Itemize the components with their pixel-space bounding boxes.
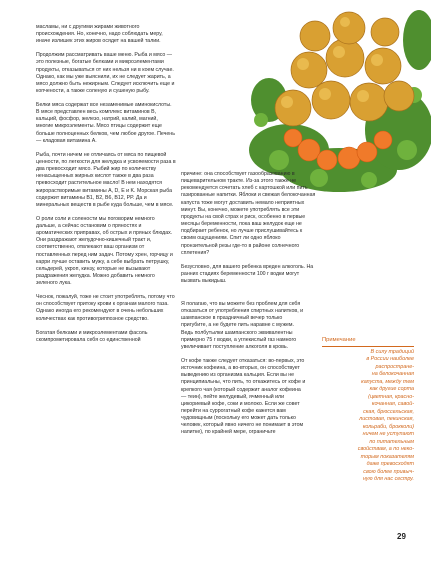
note-line: торым показателям (360, 453, 414, 460)
paragraph: От кофе также следует отказаться: во-первых, это источник кофеина, а во-вторых, он способствует выведению из организма кальция. Если вы не принципиальны, что пить, то откажитесь от кофе и крепкого чая (который содержит аналог кофеина — теин), пейте желудевый, ячменный или цикориевый кофе, соки и молоко. Если же совет перейти на суррогатный кофе кажется вам чудовищным (поскольку его может дать только человек, который явно ничего не понимает в этом напитке), по крайней мере, ограничьте (181, 357, 306, 436)
paragraph: Я полагаю, что вы можете без проблем для себя отказаться от употребления спиртных напитков, и шампанское в праздничный вечер только пригубите, а не будете пить наравне с мужем. Ведь полбутылки шампанского эквивалентны примерно 75 г водки, а углекислый газ намного увеличивает поступление алкоголя в кровь. (181, 301, 304, 350)
note-line: даже превосходят (366, 461, 414, 467)
column-middle-top (181, 171, 317, 292)
paragraph: Чеснок, пожалуй, тоже не стоит употреблять, потому что он способствует притоку крови к органам малого таза. Однако иногда его рекомендуют в очень небольших количествах как противогриппозное средство. (36, 294, 175, 322)
paragraph: Рыба, почти ничем не отличаясь от мяса по пищевой ценности, по легкости для желудка и усвояемости раза в два превосходит мясо. Рыбий жир по количеству ненасыщенных жирных кислот также в два раза превосходит растительное масло! В нем находятся жирорастворимые витамины A, D, E и K. Морская рыба содержит витамины B1, B2, B6, B12, PP. Да и минеральных веществ в рыбе куда больше, чем в мясе. (36, 151, 176, 208)
paragraph: причине: она способствует газообразованию в пищеварительном тракте. Из-за этого также не рекомендуется сочетать хлеб с картошкой или пить газированные напитки. Яблоки и свежая белокочанная капуста тоже могут доставить немало неприятных минут. Вы, конечно, можете употреблять все эти продукты на свой страх и риск, особенно в первые месяцы беременности, пока ваш желудок еще не подбирает ребенок, но лучше прислушивайтесь к своим ощущениям. Спит ли одно яблоко пронзительной резы где-то в районе солнечного сплетения? (181, 171, 316, 256)
paragraph: Продолжим рассматривать ваше меню. Рыба и мясо — это полезные, богатые белками и микроэлементами продукты, отказываться от них нельзя ни в коем случае. Однако, как мы уже выяснили, их не следует жарить, а мясо должно быть нежирным. Следует исключить еще и копчености, а также соленую и сушеную рыбу. (36, 52, 175, 95)
column-left (36, 24, 176, 351)
note-line: свойствам, а по неко- (357, 446, 414, 452)
note-line: кочанная, савой- (371, 401, 414, 407)
paragraph: О роли соли и солености мы поговорим немного дальше, а сейчас остановим о пряностях и ароматических приправах, об острых и пряных блюдах. Они раздражают желудочно-кишечный тракт и, соответственно, отвлекают ваш организм от поставленных перед ним задач. Потому хрен, горчицу и карри лучше оставить мужу, а себе выбрать петрушку, сельдерей, укроп, кинзу, которые не вызывают раздражения желудка. Можно добавить немного зеленого лука. (36, 215, 173, 287)
note-line: ская, брюссельская, (363, 408, 414, 415)
note-line: В силу традиций (370, 348, 414, 355)
sidebar-note (322, 337, 414, 484)
note-line: капуста, между тем (361, 378, 414, 385)
note-line: свою более привыч- (363, 468, 414, 475)
paragraph: Белки мяса содержат все незаменимые аминокислоты. В мясе представлен весь комплекс витаминов B, кальций, фосфор, железо, натрий, калий, магний, многие микроэлементы. Мясо птицы содержит еще больше полноценных белков, чем любое другое. Печень — кладовая витамина A. (36, 102, 175, 144)
paragraph: масламы, ни с другими жирами животного происхождения. Но, конечно, надо соблюдать меру, иначе излишек этих жиров осядет на вашей талии. (36, 24, 163, 45)
note-line: ничем не уступают (362, 431, 414, 437)
note-line: (цветная, краснo- (368, 393, 414, 400)
food-photo (249, 0, 431, 196)
note-title: Примечание (322, 337, 414, 347)
note-line: кольраби, брокколи) (362, 423, 414, 430)
paragraph: Богатая белками и микроэлементами фасоль скомпрометировала себя со единственной (36, 329, 148, 343)
note-line: как другие сорта (369, 386, 414, 392)
note-line: в России наиболее (366, 356, 414, 362)
note-line: по питательным (369, 438, 414, 445)
column-middle-bottom (181, 301, 307, 443)
note-line: на белокочанная (371, 371, 414, 377)
paragraph: Безусловно, для вашего ребенка вреден алкоголь. На ранних стадиях беременности 100 г водки могут вызвать выкидыш. (181, 263, 314, 284)
page-number: 29 (397, 532, 406, 541)
note-line: распростране- (375, 363, 414, 370)
note-line: ную для нас сестру. (362, 476, 414, 482)
note-line: листовая, пекинская, (359, 416, 414, 422)
